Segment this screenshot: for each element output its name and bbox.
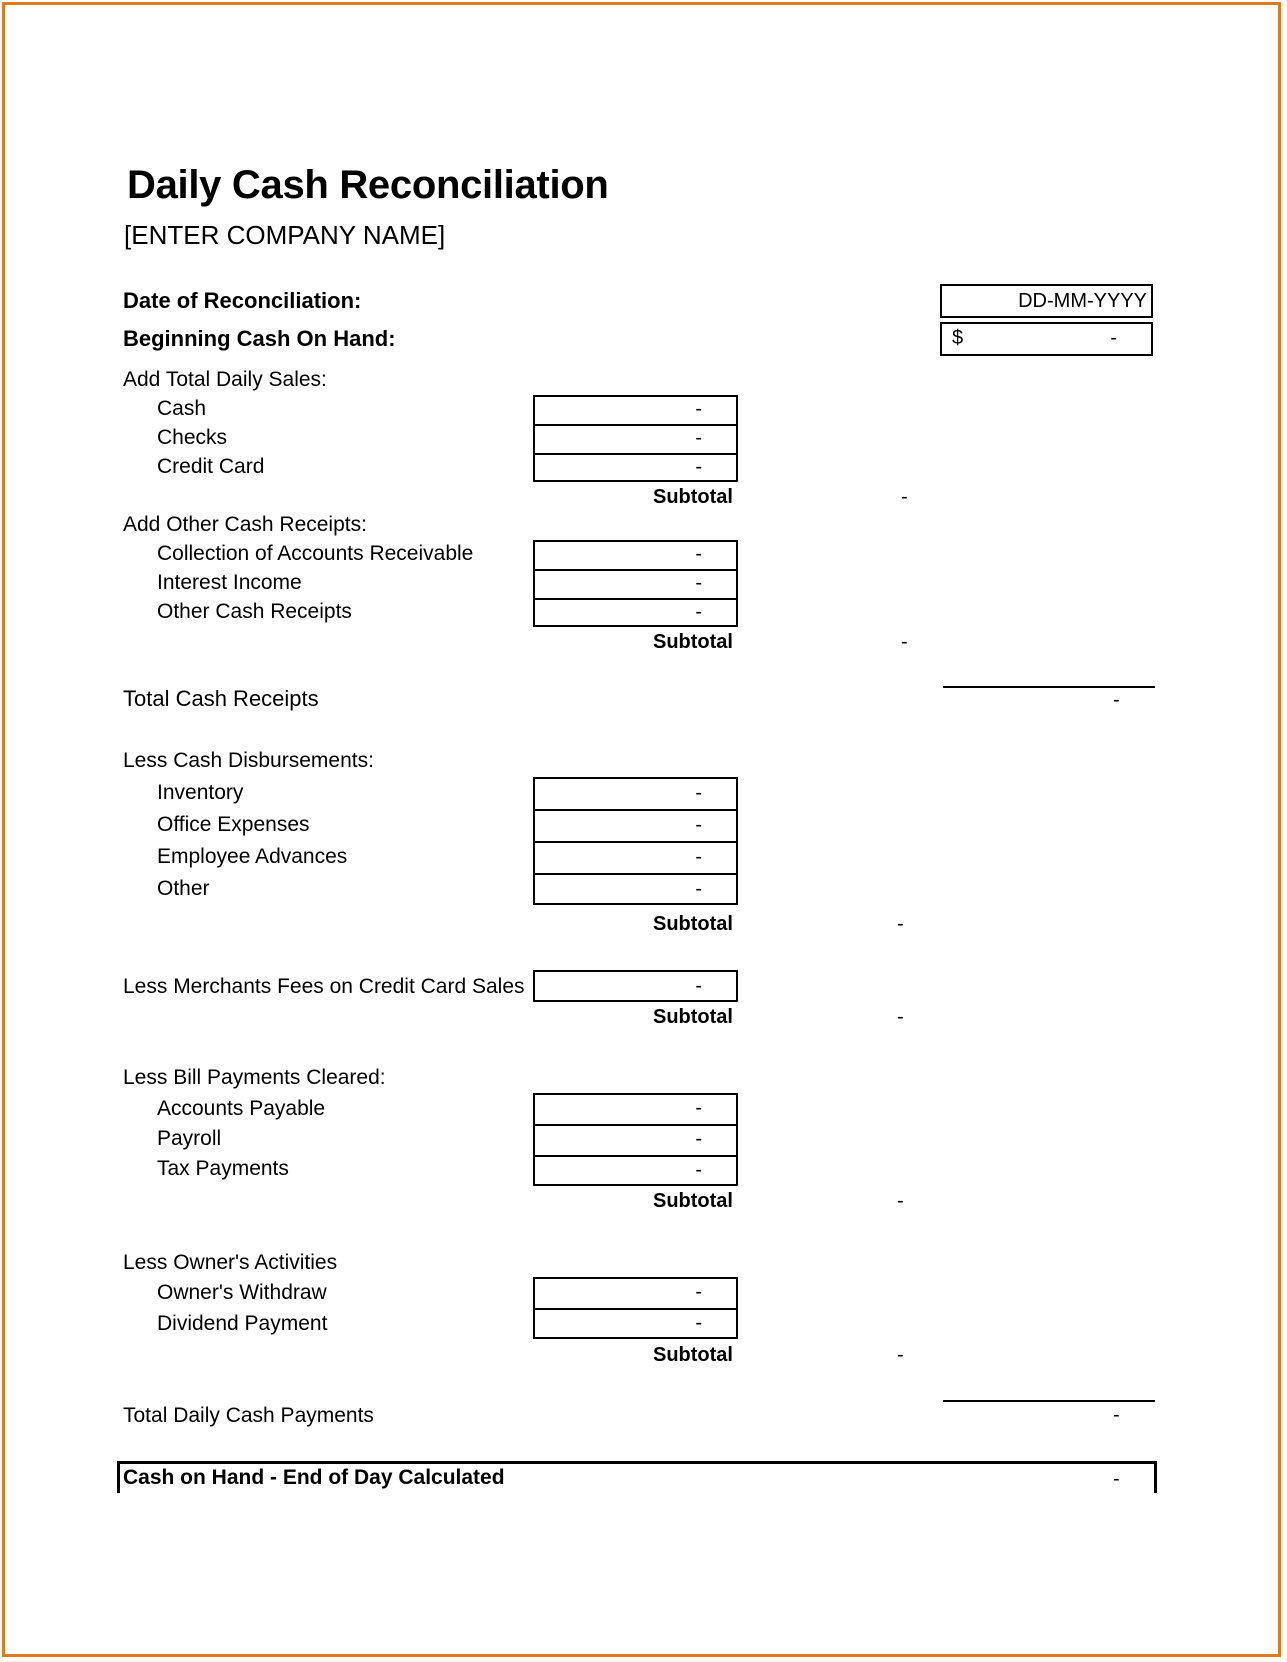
sales-checks-input[interactable]: - xyxy=(533,424,738,453)
merchant-fees-input[interactable]: - xyxy=(533,970,738,1002)
currency-symbol: $ xyxy=(952,327,964,349)
bill-item-label: Payroll xyxy=(157,1127,222,1150)
owner-item-label: Owner's Withdraw xyxy=(157,1281,327,1304)
inventory-input[interactable]: - xyxy=(533,777,738,809)
total-payments-label: Total Daily Cash Payments xyxy=(123,1404,374,1427)
date-label: Date of Reconciliation: xyxy=(123,288,362,313)
beginning-cash-label: Beginning Cash On Hand: xyxy=(123,326,396,351)
subtotal-label: Subtotal xyxy=(653,631,733,653)
payroll-input[interactable]: - xyxy=(533,1124,738,1155)
dividend-payment-input[interactable]: - xyxy=(533,1308,738,1339)
subtotal-value: - xyxy=(897,1006,904,1028)
beginning-cash-value: - xyxy=(1110,327,1117,349)
total-receipts-label: Total Cash Receipts xyxy=(123,686,319,711)
date-field[interactable] xyxy=(940,284,1153,318)
disbursement-item-label: Inventory xyxy=(157,781,244,804)
total-payments-value: - xyxy=(1113,1404,1120,1426)
bill-payments-fields xyxy=(533,1093,738,1186)
beginning-cash-field[interactable] xyxy=(940,322,1153,356)
page-title: Daily Cash Reconciliation xyxy=(127,163,609,207)
owner-activities-fields xyxy=(533,1277,738,1339)
subtotal-value: - xyxy=(901,631,908,653)
tax-payments-input[interactable]: - xyxy=(533,1155,738,1186)
sales-credit-card-input[interactable]: - xyxy=(533,453,738,482)
other-receipts-input[interactable]: - xyxy=(533,598,738,627)
disbursements-fields xyxy=(533,777,738,905)
owner-withdraw-input[interactable]: - xyxy=(533,1277,738,1308)
subtotal-value: - xyxy=(897,1190,904,1212)
bill-item-label: Accounts Payable xyxy=(157,1097,326,1120)
company-name[interactable]: [ENTER COMPANY NAME] xyxy=(124,220,446,250)
subtotal-value: - xyxy=(897,913,904,935)
end-of-day-label: Cash on Hand - End of Day Calculated xyxy=(123,1466,505,1489)
date-value: DD-MM-YYYY xyxy=(1018,290,1147,312)
subtotal-label: Subtotal xyxy=(653,486,733,508)
bill-payments-heading: Less Bill Payments Cleared: xyxy=(123,1066,386,1089)
disbursements-heading: Less Cash Disbursements: xyxy=(123,749,374,772)
subtotal-value: - xyxy=(901,486,908,508)
subtotal-label: Subtotal xyxy=(653,1190,733,1212)
sales-item-label: Cash xyxy=(157,397,207,420)
employee-advances-input[interactable]: - xyxy=(533,841,738,873)
accounts-payable-input[interactable]: - xyxy=(533,1093,738,1124)
total-receipts-rule xyxy=(943,686,1155,688)
bill-item-label: Tax Payments xyxy=(157,1157,289,1180)
disbursement-item-label: Employee Advances xyxy=(157,845,348,868)
daily-sales-heading: Add Total Daily Sales: xyxy=(123,368,327,391)
daily-sales-fields xyxy=(533,395,738,482)
interest-income-input[interactable]: - xyxy=(533,569,738,598)
subtotal-label: Subtotal xyxy=(653,1006,733,1028)
end-of-day-value: - xyxy=(1113,1468,1120,1490)
receipt-item-label: Other Cash Receipts xyxy=(157,600,352,623)
subtotal-value: - xyxy=(897,1344,904,1366)
other-disbursement-input[interactable]: - xyxy=(533,873,738,905)
owner-item-label: Dividend Payment xyxy=(157,1312,328,1335)
sales-item-label: Checks xyxy=(157,426,228,449)
merchant-fees-label: Less Merchants Fees on Credit Card Sales xyxy=(123,975,525,998)
subtotal-label: Subtotal xyxy=(653,913,733,935)
office-expenses-input[interactable]: - xyxy=(533,809,738,841)
disbursement-item-label: Office Expenses xyxy=(157,813,310,836)
receipt-item-label: Interest Income xyxy=(157,571,302,594)
other-receipts-heading: Add Other Cash Receipts: xyxy=(123,513,367,536)
other-receipts-fields xyxy=(533,540,738,627)
sales-item-label: Credit Card xyxy=(157,455,265,478)
receivables-input[interactable]: - xyxy=(533,540,738,569)
subtotal-label: Subtotal xyxy=(653,1344,733,1366)
sales-cash-input[interactable]: - xyxy=(533,395,738,424)
receipt-item-label: Collection of Accounts Receivable xyxy=(157,542,474,565)
total-payments-rule xyxy=(943,1400,1155,1402)
total-receipts-value: - xyxy=(1113,689,1120,711)
owner-activities-heading: Less Owner's Activities xyxy=(123,1251,338,1274)
disbursement-item-label: Other xyxy=(157,877,210,900)
